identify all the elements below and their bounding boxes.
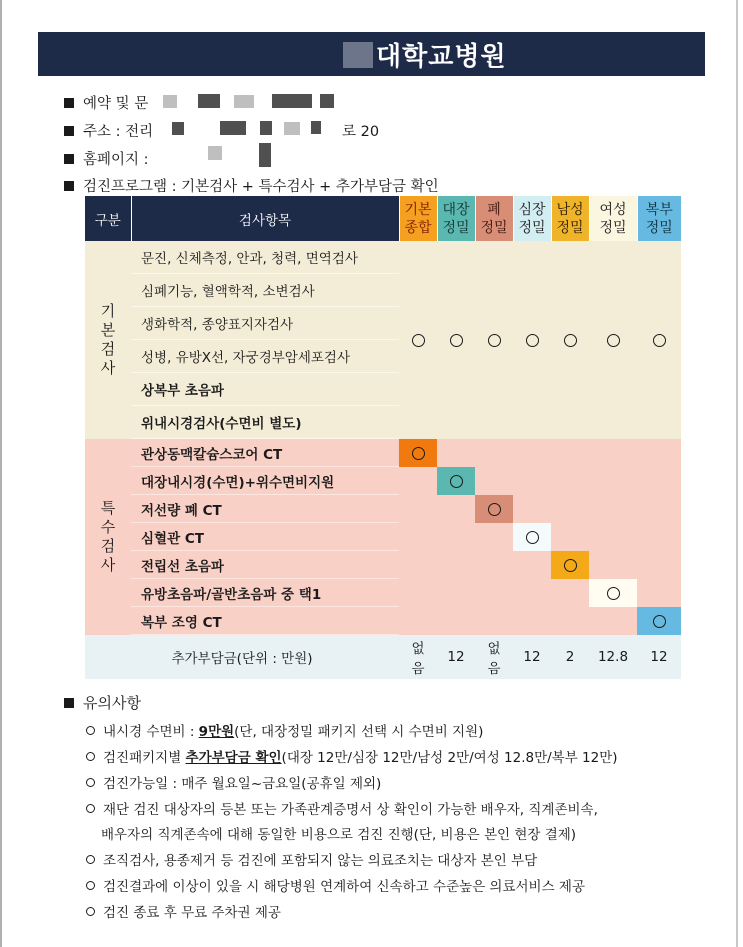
note-item: 검진패키지별 추가부담금 확인(대장 12만/심장 12만/남성 2만/여성 12.8만/복부 12만)	[86, 746, 618, 766]
table-row	[85, 551, 681, 579]
address-line	[64, 120, 153, 141]
header-col-2: 대장 정밀	[437, 196, 475, 241]
circle-mark-icon	[607, 587, 620, 600]
redacted-block	[311, 121, 321, 134]
hospital-title: 대학교병원	[376, 42, 507, 72]
notes-title: 유의사항	[64, 692, 141, 713]
basic-item: 생화학적, 종양표지자검사	[131, 307, 399, 340]
cost-cell: 12	[513, 635, 551, 680]
special-item: 복부 조영 CT	[131, 607, 399, 635]
special-mark	[589, 579, 637, 607]
special-mark	[475, 495, 513, 523]
cost-row	[85, 635, 681, 680]
circle-mark-icon	[653, 615, 666, 628]
table-header-row	[85, 196, 681, 241]
circle-bullet-icon	[86, 855, 95, 864]
bullet-square-icon	[64, 181, 74, 191]
circle-bullet-icon	[86, 752, 95, 761]
circle-mark-icon	[526, 531, 539, 544]
cost-cell: 없 음	[475, 635, 513, 680]
note-item: 검진결과에 이상이 있을 시 해당병원 연계하여 신속하고 수준높은 의료서비스 제공	[86, 875, 585, 895]
basic-mark	[437, 241, 475, 439]
special-mark	[437, 467, 475, 495]
header-col-1: 기본 종합	[399, 196, 437, 241]
cost-cell: 없 음	[399, 635, 437, 680]
redacted-block	[260, 121, 272, 135]
basic-mark	[399, 241, 437, 439]
basic-item: 상복부 초음파	[131, 373, 399, 406]
redacted-block	[259, 143, 271, 167]
circle-bullet-icon	[86, 804, 95, 813]
redacted-block	[220, 121, 246, 135]
header-col-6: 여성 정밀	[589, 196, 637, 241]
circle-mark-icon	[564, 559, 577, 572]
note-item: 검진가능일 : 매주 월요일~금요일(공휴일 제외)	[86, 772, 381, 792]
cost-cell: 12	[437, 635, 475, 680]
redacted-block	[343, 42, 373, 68]
redacted-block	[320, 94, 334, 108]
circle-bullet-icon	[86, 881, 95, 890]
table-row	[85, 607, 681, 635]
special-group-label: 특 수 검 사	[100, 498, 116, 574]
table-row	[85, 241, 681, 274]
address-suffix: 로 20	[342, 124, 380, 140]
homepage-label: 홈페이지 :	[83, 152, 149, 168]
redacted-block	[172, 122, 184, 135]
circle-bullet-icon	[86, 907, 95, 916]
cost-label: 추가부담금(단위 : 만원)	[85, 635, 399, 680]
bullet-square-icon	[64, 698, 74, 708]
cost-cell: 12.8	[589, 635, 637, 680]
address-label: 주소 : 전리	[83, 124, 154, 140]
basic-item: 문진, 신체측정, 안과, 청력, 면역검사	[131, 241, 399, 274]
circle-mark-icon	[412, 447, 425, 460]
redacted-block	[272, 94, 312, 108]
special-item: 심혈관 CT	[131, 523, 399, 551]
basic-mark	[589, 241, 637, 439]
basic-item: 성병, 유방X선, 자궁경부암세포검사	[131, 340, 399, 373]
note-item: 재단 검진 대상자의 등본 또는 가족관계증명서 상 확인이 가능한 배우자, 직계존비속,	[86, 798, 598, 818]
table-row	[85, 579, 681, 607]
note-item: 조직검사, 용종제거 등 검진에 포함되지 않는 의료조치는 대상자 본인 부담	[86, 849, 537, 869]
circle-mark-icon	[488, 503, 501, 516]
special-item: 대장내시경(수면)+위수면비지원	[131, 467, 399, 495]
circle-mark-icon	[653, 334, 666, 347]
header-items: 검사항목	[131, 196, 399, 241]
bullet-square-icon	[64, 98, 74, 108]
circle-mark-icon	[607, 334, 620, 347]
basic-item: 위내시경검사(수면비 별도)	[131, 406, 399, 439]
reservation-label: 예약 및 문	[83, 96, 149, 112]
basic-mark	[551, 241, 589, 439]
hospital-banner	[38, 32, 705, 76]
header-col-3: 폐 정밀	[475, 196, 513, 241]
redacted-block	[208, 146, 222, 160]
special-item: 전립선 초음파	[131, 551, 399, 579]
program-label: 검진프로그램 : 기본검사 + 특수검사 + 추가부담금 확인	[83, 179, 439, 195]
header-col-5: 남성 정밀	[551, 196, 589, 241]
page-border-right	[736, 0, 738, 947]
header-col-7: 복부 정밀	[637, 196, 681, 241]
special-item: 유방초음파/골반초음파 중 택1	[131, 579, 399, 607]
circle-bullet-icon	[86, 778, 95, 787]
redacted-block	[234, 95, 254, 108]
table-row	[85, 467, 681, 495]
checkup-table	[85, 196, 681, 679]
special-mark	[399, 439, 437, 467]
homepage-line	[64, 148, 149, 169]
circle-mark-icon	[526, 334, 539, 347]
circle-mark-icon	[564, 334, 577, 347]
header-gubun: 구분	[85, 196, 131, 241]
table-row	[85, 495, 681, 523]
cost-cell: 2	[551, 635, 589, 680]
special-mark	[637, 607, 681, 635]
table-row	[85, 439, 681, 467]
redacted-block	[198, 94, 220, 108]
header-col-4: 심장 정밀	[513, 196, 551, 241]
note-item: 내시경 수면비 : 9만원(단, 대장정밀 패키지 선택 시 수면비 지원)	[86, 720, 483, 740]
page-border-left	[0, 0, 2, 947]
bullet-square-icon	[64, 126, 74, 136]
redacted-block	[163, 95, 177, 108]
basic-mark	[637, 241, 681, 439]
note-item: 검진 종료 후 무료 주차권 제공	[86, 901, 281, 921]
circle-mark-icon	[450, 334, 463, 347]
bullet-square-icon	[64, 154, 74, 164]
special-mark	[551, 551, 589, 579]
basic-mark	[475, 241, 513, 439]
circle-mark-icon	[412, 334, 425, 347]
table-row	[85, 523, 681, 551]
redacted-block	[284, 122, 300, 135]
circle-mark-icon	[450, 475, 463, 488]
circle-mark-icon	[488, 334, 501, 347]
reservation-line	[64, 92, 148, 113]
basic-group-label: 기 본 검 사	[100, 301, 116, 377]
circle-bullet-icon	[86, 726, 95, 735]
basic-item: 심폐기능, 혈액학적, 소변검사	[131, 274, 399, 307]
program-line	[64, 175, 439, 196]
special-item: 관상동맥칼슘스코어 CT	[131, 439, 399, 467]
special-mark	[513, 523, 551, 551]
cost-cell: 12	[637, 635, 681, 680]
note-item-continued: 배우자의 직계존속에 대해 동일한 비용으로 검진 진행(단, 비용은 본인 현장 결제)	[101, 827, 577, 843]
basic-mark	[513, 241, 551, 439]
special-item: 저선량 폐 CT	[131, 495, 399, 523]
